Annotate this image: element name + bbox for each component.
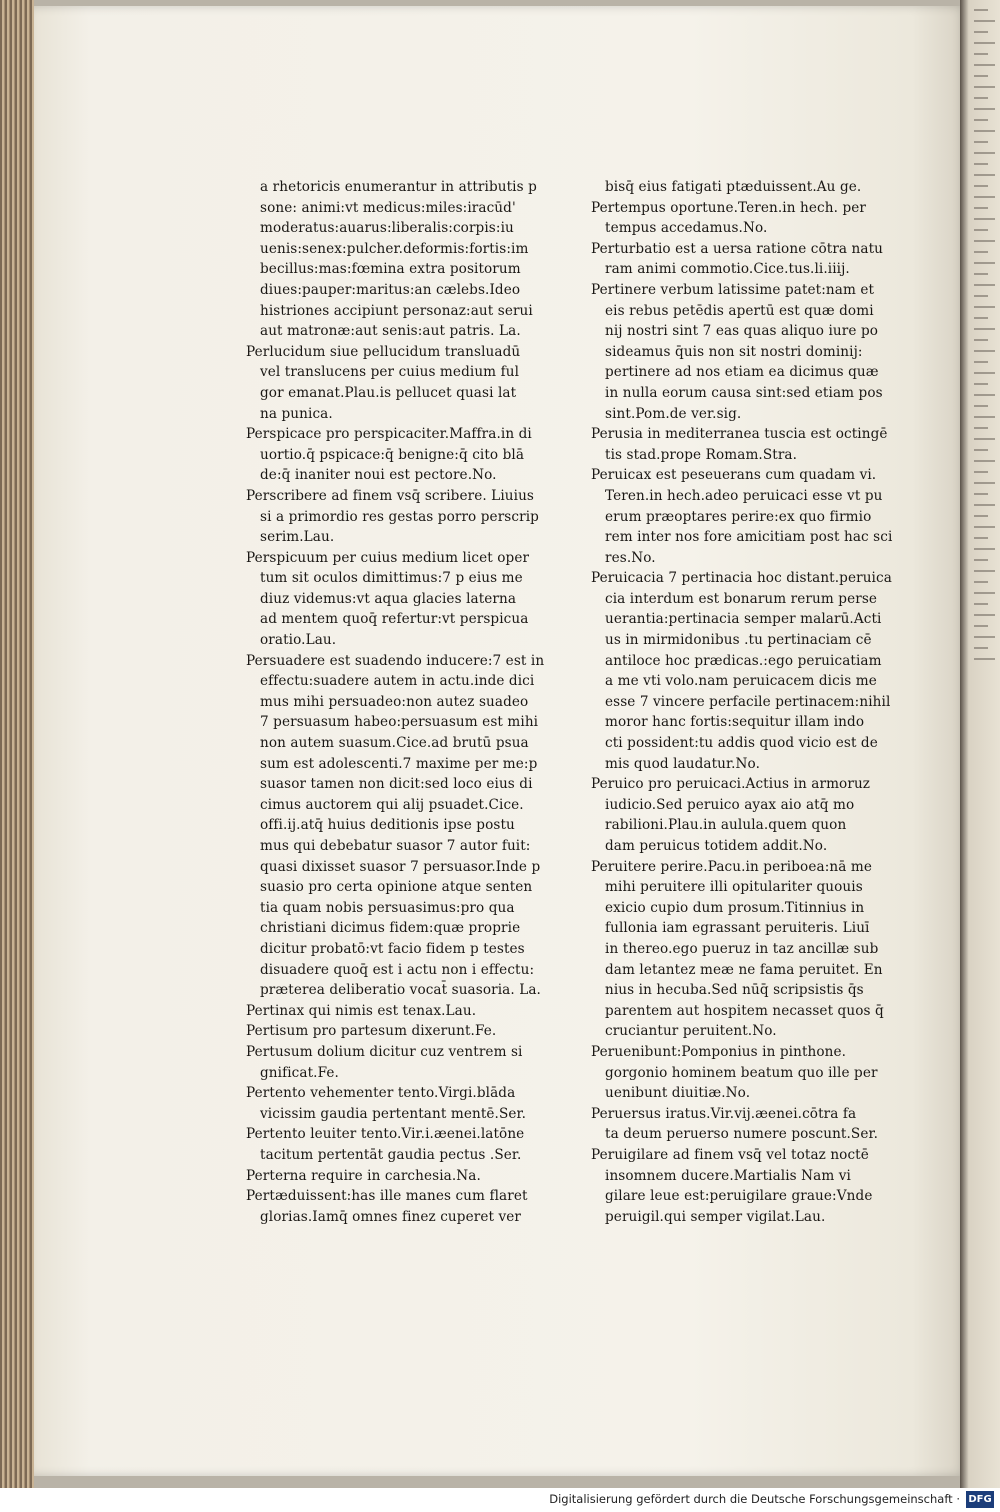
text-line: tempus accedamus.No. bbox=[605, 220, 768, 237]
text-line: de:q̄ inaniter noui est pectore.No. bbox=[260, 467, 497, 484]
text-line: aut matronæ:aut senis:aut patris. La. bbox=[260, 323, 521, 340]
text-line: gorgonio hominem beatum quo ille per bbox=[605, 1064, 878, 1081]
facing-page-text-shadow bbox=[974, 526, 995, 528]
text-line: serim.Lau. bbox=[260, 529, 335, 546]
text-line: Perspicace pro perspicaciter.Maffra.in di bbox=[246, 426, 532, 443]
book-edge bbox=[0, 0, 34, 1490]
facing-page-text-shadow bbox=[974, 75, 988, 77]
text-line: uortio.q̄ pspicace:q̄ benigne:q̄ cito blā bbox=[260, 446, 525, 463]
text-line: eis rebus petēdis apertū est quæ domi bbox=[605, 302, 874, 319]
text-line: Peruico pro peruicaci.Actius in armoruz bbox=[591, 776, 871, 793]
text-line: Pertento leuiter tento.Vir.i.æenei.latōne bbox=[246, 1126, 525, 1143]
facing-page-text-shadow bbox=[974, 31, 988, 33]
facing-page-text-shadow bbox=[974, 493, 988, 495]
text-line: cimus auctorem qui alij psuadet.Cice. bbox=[260, 796, 524, 813]
text-line: 7 persuasum habeo:persuasum est mihi bbox=[260, 714, 539, 731]
text-line: res.No. bbox=[605, 549, 656, 566]
text-line: na punica. bbox=[260, 405, 333, 422]
text-line: mus mihi persuadeo:non autez suadeo bbox=[260, 693, 529, 710]
text-line: fullonia iam egrassant peruiteris. Liuī bbox=[605, 920, 870, 937]
text-line: gnificat.Fe. bbox=[260, 1064, 339, 1081]
facing-page-text-shadow bbox=[974, 141, 988, 143]
facing-page-text-shadow bbox=[974, 328, 995, 330]
text-line: tis stad.prope Romam.Stra. bbox=[605, 446, 798, 463]
facing-page-text-shadow bbox=[974, 515, 988, 517]
text-line: nius in hecuba.Sed nūq̄ scripsistis q̄s bbox=[605, 982, 864, 999]
facing-page-text-shadow bbox=[974, 163, 988, 165]
footer-bar bbox=[0, 1488, 1000, 1512]
facing-page-text-shadow bbox=[974, 603, 988, 605]
text-line: glorias.Iamq̄ omnes finez cuperet ver bbox=[260, 1208, 521, 1225]
facing-page-text-shadow bbox=[974, 174, 995, 176]
text-line: Pertento vehementer tento.Virgi.blāda bbox=[246, 1085, 516, 1102]
facing-page-text-shadow bbox=[974, 53, 988, 55]
text-line: tum sit oculos dimittimus:7 p eius me bbox=[260, 570, 523, 587]
text-line: vel translucens per cuius medium ful bbox=[260, 364, 520, 381]
facing-page-text-shadow bbox=[974, 339, 988, 341]
facing-page-text-shadow bbox=[974, 229, 988, 231]
facing-page-text-shadow bbox=[974, 97, 988, 99]
text-line: gilare leue est:peruigilare graue:Vnde bbox=[605, 1188, 873, 1205]
text-line: becillus:mas:fœmina extra positorum bbox=[260, 261, 521, 278]
text-line: moderatus:auarus:liberalis:corpis:iu bbox=[260, 220, 514, 237]
text-line: mus qui debebatur suasor 7 autor fuit: bbox=[260, 838, 531, 854]
text-line: uerantia:pertinacia semper malarū.Acti bbox=[605, 611, 882, 628]
text-line: Pertinere verbum latissime patet:nam et bbox=[591, 281, 875, 298]
text-line: dam peruicus totidem addit.No. bbox=[605, 838, 828, 854]
facing-page-text-shadow bbox=[974, 471, 988, 473]
text-line: antiloce hoc prædicas.:ego peruicatiam bbox=[605, 652, 882, 669]
text-line: ta deum peruerso numere poscunt.Ser. bbox=[605, 1126, 878, 1143]
text-line: Peruenibunt:Pomponius in pinthone. bbox=[591, 1043, 847, 1060]
facing-page-text-shadow bbox=[974, 108, 995, 110]
text-line: Pertisum pro partesum dixerunt.Fe. bbox=[246, 1023, 497, 1040]
facing-page-text-shadow bbox=[974, 273, 988, 275]
text-line: Perscribere ad finem vsq̄ scribere. Liuius bbox=[246, 487, 534, 504]
facing-page-text-shadow bbox=[974, 647, 988, 649]
facing-page-text-shadow bbox=[974, 570, 995, 572]
facing-page-text-shadow bbox=[974, 262, 995, 264]
text-line: Peruicax est peseuerans cum quadam vi. bbox=[591, 467, 877, 484]
text-line: gor emanat.Plau.is pellucet quasi lat bbox=[260, 384, 517, 401]
text-line: cruciantur peruitent.No. bbox=[605, 1023, 777, 1040]
facing-page-text-shadow bbox=[974, 559, 988, 561]
facing-page-text-shadow bbox=[974, 416, 995, 418]
text-line: Persuadere est suadendo inducere:7 est in bbox=[246, 652, 545, 669]
text-line: oratio.Lau. bbox=[260, 632, 337, 649]
facing-page-text-shadow bbox=[974, 504, 995, 506]
facing-page-text-shadow bbox=[974, 185, 988, 187]
text-line: si a primordio res gestas porro perscrip bbox=[260, 508, 539, 525]
facing-page-text-shadow bbox=[974, 372, 995, 374]
text-line: rem inter nos fore amicitiam post hac sci bbox=[605, 529, 893, 546]
facing-page-text-shadow bbox=[974, 196, 995, 198]
text-line: suasor tamen non dicit:sed loco eius di bbox=[260, 776, 533, 793]
text-line: moror hanc fortis:sequitur illam indo bbox=[605, 714, 865, 731]
text-column-left bbox=[246, 177, 546, 1227]
text-line: a rhetoricis enumerantur in attributis p bbox=[260, 179, 537, 195]
text-line: Perterna require in carchesia.Na. bbox=[246, 1167, 481, 1184]
text-line: Teren.in hech.adeo peruicaci esse vt pu bbox=[605, 487, 883, 504]
facing-page-text-shadow bbox=[974, 152, 995, 154]
text-line: ad mentem quoq̄ refertur:vt perspicua bbox=[260, 611, 529, 628]
text-line: non autem suasum.Cice.ad brutū psua bbox=[260, 735, 529, 752]
text-line: effectu:suadere autem in actu.inde dici bbox=[260, 673, 535, 690]
facing-page-text-shadow bbox=[974, 295, 988, 297]
text-line: Pertempus oportune.Teren.in hech. per bbox=[591, 199, 866, 216]
text-line: sone: animi:vt medicus:miles:iracūd' bbox=[260, 199, 516, 216]
facing-page-text-shadow bbox=[974, 548, 995, 550]
text-line: erum præoptares perire:ex quo firmio bbox=[605, 508, 872, 525]
text-line: sideamus q̄uis non sit nostri dominij: bbox=[605, 343, 863, 360]
facing-page-text-shadow bbox=[974, 614, 995, 616]
facing-page-text-shadow bbox=[974, 427, 988, 429]
facing-page-text-shadow bbox=[974, 251, 988, 253]
facing-page-text-shadow bbox=[974, 438, 995, 440]
text-line: diuz videmus:vt aqua glacies laterna bbox=[260, 590, 517, 607]
text-line: esse 7 vincere perfacile pertinacem:nihil bbox=[605, 693, 891, 710]
facing-page-text-shadow bbox=[974, 207, 988, 209]
text-line: bisq̄ eius fatigati ptæduissent.Au ge. bbox=[605, 179, 862, 195]
text-line: christiani dicimus fidem:quæ proprie bbox=[260, 920, 521, 937]
text-line: suasio pro certa opinione atque senten bbox=[260, 879, 533, 896]
facing-page-text-shadow bbox=[974, 394, 995, 396]
facing-page-text-shadow bbox=[974, 42, 995, 44]
facing-page-text-shadow bbox=[974, 460, 995, 462]
facing-page-text-shadow bbox=[974, 9, 988, 11]
text-line: tia quam nobis persuasimus:pro qua bbox=[260, 899, 515, 916]
facing-page-text-shadow bbox=[974, 317, 988, 319]
text-line: quasi dixisset suasor 7 persuasor.Inde p bbox=[260, 858, 541, 875]
text-line: parentem aut hospitem necasset quos q̄ bbox=[605, 1002, 884, 1019]
facing-page-text-shadow bbox=[974, 449, 988, 451]
dfg-logo: DFG bbox=[966, 1491, 994, 1508]
facing-page-text-shadow bbox=[974, 636, 995, 638]
text-column-right bbox=[591, 177, 891, 1227]
facing-page-text-shadow bbox=[974, 625, 988, 627]
text-line: uenis:senex:pulcher.deformis:fortis:im bbox=[260, 240, 529, 257]
text-line: disuadere quoq̄ est i actu non i effectu: bbox=[260, 961, 535, 978]
facing-page-text-shadow bbox=[974, 306, 995, 308]
text-line: exicio cupio dum prosum.Titinnius in bbox=[605, 899, 865, 916]
text-line: sum est adolescenti.7 maxime per me:p bbox=[260, 755, 538, 772]
text-line: cti possident:tu addis quod vicio est de bbox=[605, 735, 878, 752]
text-line: sint.Pom.de ver.sig. bbox=[605, 405, 742, 422]
text-line: insomnem ducere.Martialis Nam vi bbox=[605, 1167, 852, 1184]
facing-page-text-shadow bbox=[974, 20, 995, 22]
text-line: Peruersus iratus.Vir.vij.æenei.cōtra fa bbox=[591, 1105, 857, 1122]
text-line: diues:pauper:maritus:an cælebs.Ideo bbox=[260, 281, 521, 298]
text-line: nij nostri sint 7 eas quas aliquo iure po bbox=[605, 323, 879, 340]
facing-page-text-shadow bbox=[974, 86, 995, 88]
text-line: Perusia in mediterranea tuscia est octingē bbox=[591, 426, 888, 443]
facing-page-text-shadow bbox=[974, 383, 988, 385]
text-line: iudicio.Sed peruico ayax aio atq̄ mo bbox=[605, 796, 855, 813]
facing-page-text-shadow bbox=[974, 482, 995, 484]
text-line: us in mirmidonibus .tu pertinaciam cē bbox=[605, 632, 872, 649]
text-line: vicissim gaudia pertentant mentē.Ser. bbox=[260, 1105, 527, 1122]
facing-page-edge bbox=[960, 0, 1000, 1488]
facing-page-text-shadow bbox=[974, 405, 988, 407]
facing-page-text-shadow bbox=[974, 361, 988, 363]
facing-page-text-shadow bbox=[974, 64, 995, 66]
facing-page-text-shadow bbox=[974, 350, 995, 352]
text-line: Peruicacia 7 pertinacia hoc distant.peruica bbox=[591, 570, 892, 587]
facing-page-text-shadow bbox=[974, 130, 995, 132]
facing-page-text-shadow bbox=[974, 240, 995, 242]
text-line: dam letantez meæ ne fama peruitet. En bbox=[605, 961, 883, 978]
text-line: cia interdum est bonarum rerum perse bbox=[605, 590, 878, 607]
facing-page-text-shadow bbox=[974, 218, 995, 220]
text-line: Pertinax qui nimis est tenax.Lau. bbox=[246, 1002, 477, 1019]
text-line: Pertusum dolium dicitur cuz ventrem si bbox=[246, 1043, 523, 1060]
text-line: pertinere ad nos etiam ea dicimus quæ bbox=[605, 364, 879, 381]
text-line: in nulla eorum causa sint:sed etiam pos bbox=[605, 384, 883, 401]
text-line: a me vti volo.nam peruicacem dicis me bbox=[605, 673, 877, 690]
text-line: tacitum pertentāt gaudia pectus .Ser. bbox=[260, 1146, 522, 1163]
text-line: offi.ij.atq̄ huius deditionis ipse postu bbox=[260, 817, 515, 834]
text-line: histriones accipiunt personaz:aut serui bbox=[260, 302, 533, 319]
text-line: peruigil.qui semper vigilat.Lau. bbox=[605, 1208, 826, 1225]
text-line: præterea deliberatio vocat̄ suasoria. La. bbox=[260, 982, 541, 999]
text-line: Peruigilare ad finem vsq̄ vel totaz noctē bbox=[591, 1146, 869, 1163]
facing-page-text-shadow bbox=[974, 537, 988, 539]
text-line: Peruitere perire.Pacu.in periboea:nā me bbox=[591, 858, 872, 875]
text-line: Perspicuum per cuius medium licet oper bbox=[246, 549, 530, 566]
text-line: uenibunt diuitiæ.No. bbox=[605, 1085, 751, 1102]
text-line: mis quod laudatur.No. bbox=[605, 755, 761, 772]
text-line: rabilioni.Plau.in aulula.quem quon bbox=[605, 817, 847, 834]
text-line: in thereo.ego pueruz in taz ancillæ sub bbox=[605, 940, 879, 957]
text-line: Pertæduissent:has ille manes cum flaret bbox=[246, 1188, 528, 1205]
text-line: Perlucidum siue pellucidum transluadū bbox=[246, 343, 521, 360]
text-line: Perturbatio est a uersa ratione cōtra natu bbox=[591, 240, 884, 257]
text-line: mihi peruitere illi opitulariter quouis bbox=[605, 879, 863, 896]
footer-credit: Digitalisierung gefördert durch die Deutsche Forschungsgemeinschaft · bbox=[549, 1492, 960, 1506]
text-line: ram animi commotio.Cice.tus.li.iiij. bbox=[605, 261, 850, 278]
facing-page-text-shadow bbox=[974, 592, 995, 594]
facing-page-text-shadow bbox=[974, 119, 988, 121]
facing-page-text-shadow bbox=[974, 284, 995, 286]
text-line: dicitur probatō:vt facio fidem p testes bbox=[260, 940, 525, 957]
facing-page-text-shadow bbox=[974, 581, 988, 583]
facing-page-text-shadow bbox=[974, 658, 995, 660]
